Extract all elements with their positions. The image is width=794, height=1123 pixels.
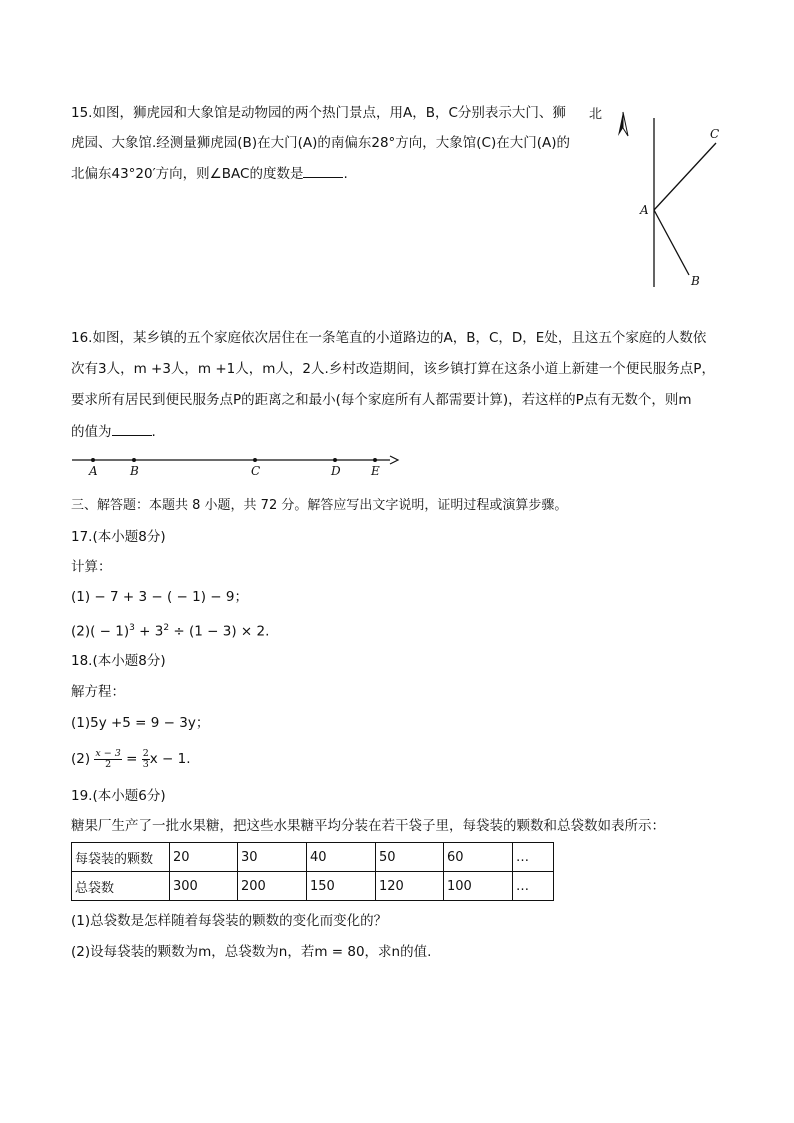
q18-prompt: 解方程： <box>71 684 125 700</box>
north-arrow-icon <box>618 112 628 136</box>
q19-intro: 糖果厂生产了一批水果糖，把这些水果糖平均分装在若干袋子里，每袋装的颗数和总袋数如表所示： <box>71 818 665 834</box>
point-b-label: B <box>691 274 700 288</box>
section-heading: 三、解答题：本题共 8 小题，共 72 分。解答应写出文字说明，证明过程或演算步骤。 <box>71 498 568 513</box>
point-e <box>373 458 377 462</box>
q16-line4 <box>71 423 156 441</box>
point-d-label: D <box>331 464 341 478</box>
table-cell: … <box>513 872 554 901</box>
q17-part2-b: + 3 <box>134 623 164 640</box>
answer-blank <box>303 165 343 178</box>
q16-line4-end: . <box>151 424 156 440</box>
fraction <box>142 749 150 770</box>
q16-line1: 16.如图，某乡镇的五个家庭依次居住在一条笔直的小道路边的A，B，C，D，E处，且这五个家庭的人数依 <box>71 330 707 346</box>
q15-line2: 虎园、大象馆.经测量狮虎园(B)在大门(A)的南偏东28°方向，大象馆(C)在大门(A)的 <box>71 135 571 151</box>
q18-part2-end: x − 1. <box>149 751 191 767</box>
point-a-label: A <box>89 464 98 478</box>
q17-prompt: 计算： <box>71 559 112 575</box>
point-a <box>91 458 95 462</box>
q18-part1: (1)5y +5 = 9 − 3y； <box>71 715 210 731</box>
q17-part2-a: (2)( − 1) <box>71 623 130 640</box>
equals-sign: = <box>126 751 138 767</box>
q18-part2-label: (2) <box>71 751 91 767</box>
point-b-label: B <box>130 464 139 478</box>
table-cell: 每袋装的颗数 <box>72 843 170 872</box>
point-b <box>132 458 136 462</box>
candy-table <box>71 842 554 901</box>
q17-part2 <box>71 619 269 641</box>
q18-part2 <box>71 746 191 772</box>
arrow-right-icon <box>390 456 398 464</box>
exponent: 3 <box>129 623 135 633</box>
table-cell: 50 <box>376 843 444 872</box>
q17-title: 17.(本小题8分) <box>71 529 166 545</box>
point-c-label: C <box>710 127 720 141</box>
q16-line3: 要求所有居民到便民服务点P的距离之和最小(每个家庭所有人都需要计算)，若这样的P点有无数个，则m <box>71 392 692 408</box>
point-d <box>333 458 337 462</box>
point-e-label: E <box>371 464 380 478</box>
q19-question1: (1)总袋数是怎样随着每袋装的颗数的变化而变化的？ <box>71 913 388 929</box>
q15-line3-text: 北偏东43°20′方向，则∠BAC的度数是 <box>71 166 304 182</box>
table-cell: … <box>513 843 554 872</box>
ray-ab <box>654 210 689 275</box>
q15-line3-end: . <box>343 166 348 182</box>
ray-ac <box>654 143 716 210</box>
fraction <box>94 749 121 770</box>
point-c-label: C <box>251 464 261 478</box>
point-a-label: A <box>640 203 649 217</box>
q17-part1: (1) − 7 + 3 − ( − 1) − 9； <box>71 589 248 605</box>
table-row <box>72 843 554 872</box>
q19-title: 19.(本小题6分) <box>71 788 166 804</box>
exponent: 2 <box>163 623 170 633</box>
table-cell: 200 <box>238 872 307 901</box>
table-cell: 60 <box>444 843 513 872</box>
q15-figure <box>585 100 735 295</box>
q17-part2-c: ÷ (1 − 3) × 2. <box>169 623 270 640</box>
q16-line4-text: 的值为 <box>71 424 112 440</box>
table-cell: 150 <box>307 872 376 901</box>
table-cell: 总袋数 <box>72 872 170 901</box>
fraction-denominator: 2 <box>105 758 112 770</box>
q16-line2: 次有3人，m +3人，m +1人，m人，2人.乡村改造期间，该乡镇打算在这条小道上新建一个便民服务点P， <box>71 361 715 377</box>
fraction-denominator: 3 <box>142 758 149 770</box>
table-cell: 100 <box>444 872 513 901</box>
number-line <box>68 450 403 480</box>
point-c <box>253 458 257 462</box>
table-row <box>72 872 554 901</box>
fraction-numerator: 2 <box>142 747 149 759</box>
north-label: 北 <box>589 107 603 122</box>
fraction-numerator: x − 3 <box>95 747 121 759</box>
answer-blank <box>112 423 152 436</box>
table-cell: 20 <box>170 843 238 872</box>
table-cell: 40 <box>307 843 376 872</box>
table-cell: 30 <box>238 843 307 872</box>
q18-title: 18.(本小题8分) <box>71 653 166 669</box>
q15-line3 <box>71 165 348 183</box>
q19-question2: (2)设每袋装的颗数为m，总袋数为n，若m = 80，求n的值. <box>71 944 432 960</box>
table-cell: 300 <box>170 872 238 901</box>
table-cell: 120 <box>376 872 444 901</box>
q15-line1: 15.如图，狮虎园和大象馆是动物园的两个热门景点，用A，B，C分别表示大门、狮 <box>71 105 566 121</box>
